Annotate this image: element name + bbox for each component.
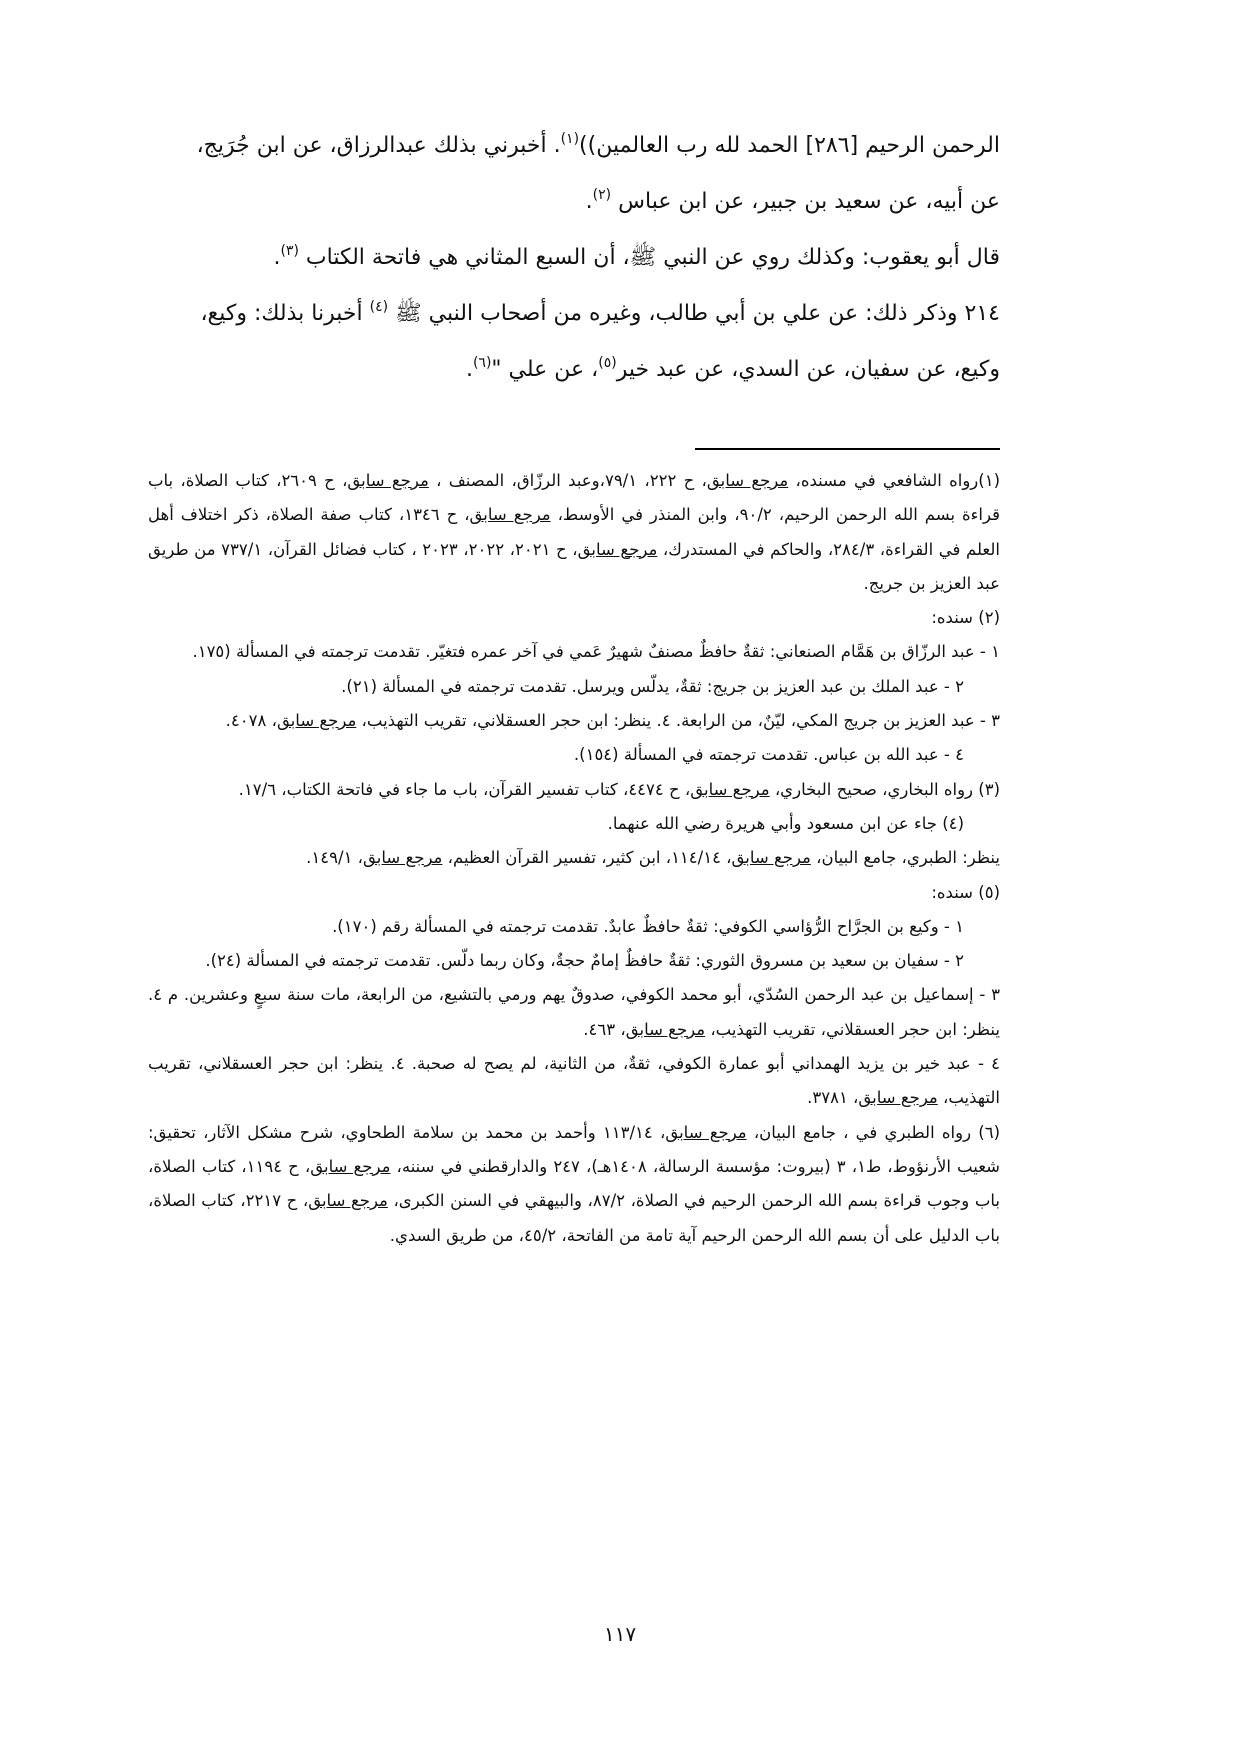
main-paragraph-1	[148, 118, 1000, 174]
text: ، ح ١١٩٤، كتاب الصلاة، باب وجوب قراءة بسم الله الرحمن الرحيم في الصلاة، ٨٧/٢، والبيهقي في السنن الكبرى،	[148, 1156, 1001, 1211]
text: ٣ - عبد العزيز بن جريج المكي، ليّنٌ، من الرابعة. ٤. ينظر: ابن حجر العسقلاني، تقريب التهذيب،	[356, 711, 1000, 731]
footnote-separator	[695, 448, 1000, 450]
text: ، ٤٦٣.	[583, 1019, 626, 1039]
main-paragraph-1-cont	[148, 174, 1000, 230]
text: عن أبيه، عن سعيد بن جبير، عن ابن عباس	[611, 189, 1000, 214]
reference-link[interactable]: مرجع سابق	[276, 711, 357, 731]
reference-link[interactable]: مرجع سابق	[577, 539, 658, 559]
text: ، ح ٢٠٢١، ٢٠٢٢، ٢٠٢٣ ، كتاب فضائل القرآن، ٧٣٧/١ من طريق عبد العزيز بن جريج.	[148, 539, 1000, 593]
text: (٦) رواه الطبري في ، جامع البيان،	[746, 1122, 1000, 1142]
reference-link[interactable]: مرجع سابق	[706, 471, 789, 490]
reference-link[interactable]: مرجع سابق	[858, 1088, 938, 1108]
text: .	[273, 245, 281, 270]
footnote-6	[148, 1116, 1000, 1253]
footnote-2-item-4: ٤ - عبد الله بن عباس. تقدمت ترجمته في المسألة (١٥٤).	[573, 745, 964, 765]
text: .	[465, 357, 473, 382]
footnote-3	[148, 773, 1000, 807]
main-text	[148, 118, 1000, 398]
text: ، ١١٤/١٤، ابن كثير، تفسير القرآن العظيم،	[442, 848, 732, 868]
text: ، ١٤٩/١.	[306, 848, 364, 868]
text: ، ١١٣/١٤ وأحمد بن محمد بن سلامة الطحاوي، شرح مشكل الآثار، تحقيق: شعيب الأرنؤوط، ط١، ٣ (بيروت: مؤسسة الرسالة، ١٤٠٨هـ)، ٢٤٧ والدارقطني في سننه،	[148, 1122, 1000, 1176]
text: ، عن علي "	[491, 357, 599, 382]
footnote-2-item-1: ١ - عبد الرزّاق بن هَمَّام الصنعاني: ثقةٌ حافظٌ مصنفٌ شهيرٌ عَمي في آخر عمره فتغيّر. تقدمت ترجمته في المسألة (١٧٥.	[192, 642, 1000, 662]
footnote-4: (٤) جاء عن ابن مسعود وأبي هريرة رضي الله عنهما.	[607, 813, 964, 833]
footnote-4-cont	[148, 841, 1000, 875]
text: ، ٣٧٨١.	[807, 1088, 859, 1108]
reference-link[interactable]: مرجع سابق	[665, 1122, 747, 1142]
text: ٤ - عبد خير بن يزيد الهمداني أبو عمارة الكوفي، ثقةٌ، من الثانية، لم يصح له صحبة. ٤. ينظر: ابن حجر العسقلاني، تقريب التهذيب،	[148, 1054, 1000, 1108]
text: ، ح ٢٢٢، ٧٩/١،وعبد الرزّاق، المصنف ،	[428, 471, 707, 490]
reference-link[interactable]: مرجع سابق	[347, 471, 429, 490]
text: ، ح ٤٤٧٤، كتاب تفسير القرآن، باب ما جاء في فاتحة الكتاب، ١٧/٦.	[238, 779, 691, 799]
reference-link[interactable]: مرجع سابق	[308, 1191, 388, 1211]
reference-link[interactable]: مرجع سابق	[469, 505, 551, 525]
main-paragraph-3-cont	[148, 342, 1000, 398]
text: ٣ - إسماعيل بن عبد الرحمن السُدّي، أبو محمد الكوفي، صدوقٌ يهم ورمي بالتشيع، من الرابعة، مات سنة سبعٍ وعشرين. م ٤. ينظر: ابن حجر العسقلاني، تقريب التهذيب،	[148, 985, 1000, 1039]
text: وكيع، عن سفيان، عن السدي، عن عبد خير	[616, 357, 1000, 382]
text: الرحمن الرحيم [٢٨٦] الحمد لله رب العالمين))	[579, 133, 1000, 158]
footnote-marker-5[interactable]: (٥)	[598, 355, 617, 371]
footnote-5-item-1: ١ - وكيع بن الجرَّاح الرُّؤاسي الكوفي: ثقةٌ حافظٌ عابدٌ. تقدمت ترجمته في المسألة رقم (١٧٠).	[332, 916, 964, 936]
text: ، ح ٢٢١٧، كتاب الصلاة، باب الدليل على أن بسم الله الرحمن الرحيم آية تامة من الفاتحة، ٤٥/٢، من طريق السدي.	[148, 1191, 1000, 1245]
reference-link[interactable]: مرجع سابق	[363, 848, 443, 868]
footnote-5-item-4	[148, 1047, 1000, 1116]
text: . أخبرني بذلك عبدالرزاق، عن ابن جُرَيج،	[196, 133, 561, 158]
footnote-marker-1[interactable]: (١)	[560, 131, 580, 147]
footnote-marker-6[interactable]: (٦)	[472, 355, 492, 371]
page-number: ١١٧	[603, 1622, 637, 1646]
main-paragraph-2	[148, 230, 1000, 286]
footnote-2-heading: (٢) سنده:	[931, 608, 1000, 628]
reference-link[interactable]: مرجع سابق	[731, 848, 811, 868]
footnote-5-item-3	[148, 978, 1000, 1047]
text: (٣) رواه البخاري، صحيح البخاري،	[769, 779, 1000, 799]
footnote-5-heading: (٥) سنده:	[931, 882, 1000, 902]
text: ، ح ٢٦٠٩، كتاب الصلاة، باب قراءة بسم الله الرحمن الرحيم، ٩٠/٢، وابن المنذر في الأوسط،	[148, 471, 1000, 525]
text: قال أبو يعقوب: وكذلك روي عن النبي ﷺ، أن السبع المثاني هي فاتحة الكتاب	[298, 245, 1000, 270]
text: ، ح ١٣٤٦، كتاب صفة الصلاة، ذكر اختلاف أهل العلم في القراءة، ٢٨٤/٣، والحاكم في المستدرك،	[148, 505, 1000, 559]
footnote-marker-4[interactable]: (٤)	[369, 299, 389, 315]
text: ، ٤٠٧٨.	[225, 711, 277, 731]
document-page	[148, 118, 1000, 1253]
footnotes	[148, 464, 1000, 1253]
reference-link[interactable]: مرجع سابق	[625, 1019, 706, 1039]
text: ٢١٤ وذكر ذلك: عن علي بن أبي طالب، وغيره من أصحاب النبي ﷺ	[388, 301, 1000, 326]
footnote-5-item-2: ٢ - سفيان بن سعيد بن مسروق الثوري: ثقةٌ حافظٌ إمامٌ حجةٌ، وكان ربما دلّس. تقدمت ترجمته في المسألة (٢٤).	[205, 951, 964, 971]
main-paragraph-3	[148, 286, 1000, 342]
footnote-1	[148, 464, 1000, 601]
text: .	[585, 189, 593, 214]
footnote-marker-3[interactable]: (٣)	[280, 243, 299, 259]
text: (١)رواه الشافعي في مسنده،	[788, 471, 1001, 490]
text: ينظر: الطبري، جامع البيان،	[810, 848, 1000, 868]
text: أخبرنا بذلك: وكيع،	[200, 301, 370, 326]
reference-link[interactable]: مرجع سابق	[310, 1156, 391, 1176]
footnote-marker-2[interactable]: (٢)	[592, 187, 612, 203]
footnote-2-item-3	[148, 704, 1000, 738]
reference-link[interactable]: مرجع سابق	[690, 779, 770, 799]
footnote-2-item-2: ٢ - عبد الملك بن عبد العزيز بن جريج: ثقةٌ، يدلّس ويرسل. تقدمت ترجمته في المسألة (٢١).	[341, 676, 964, 696]
